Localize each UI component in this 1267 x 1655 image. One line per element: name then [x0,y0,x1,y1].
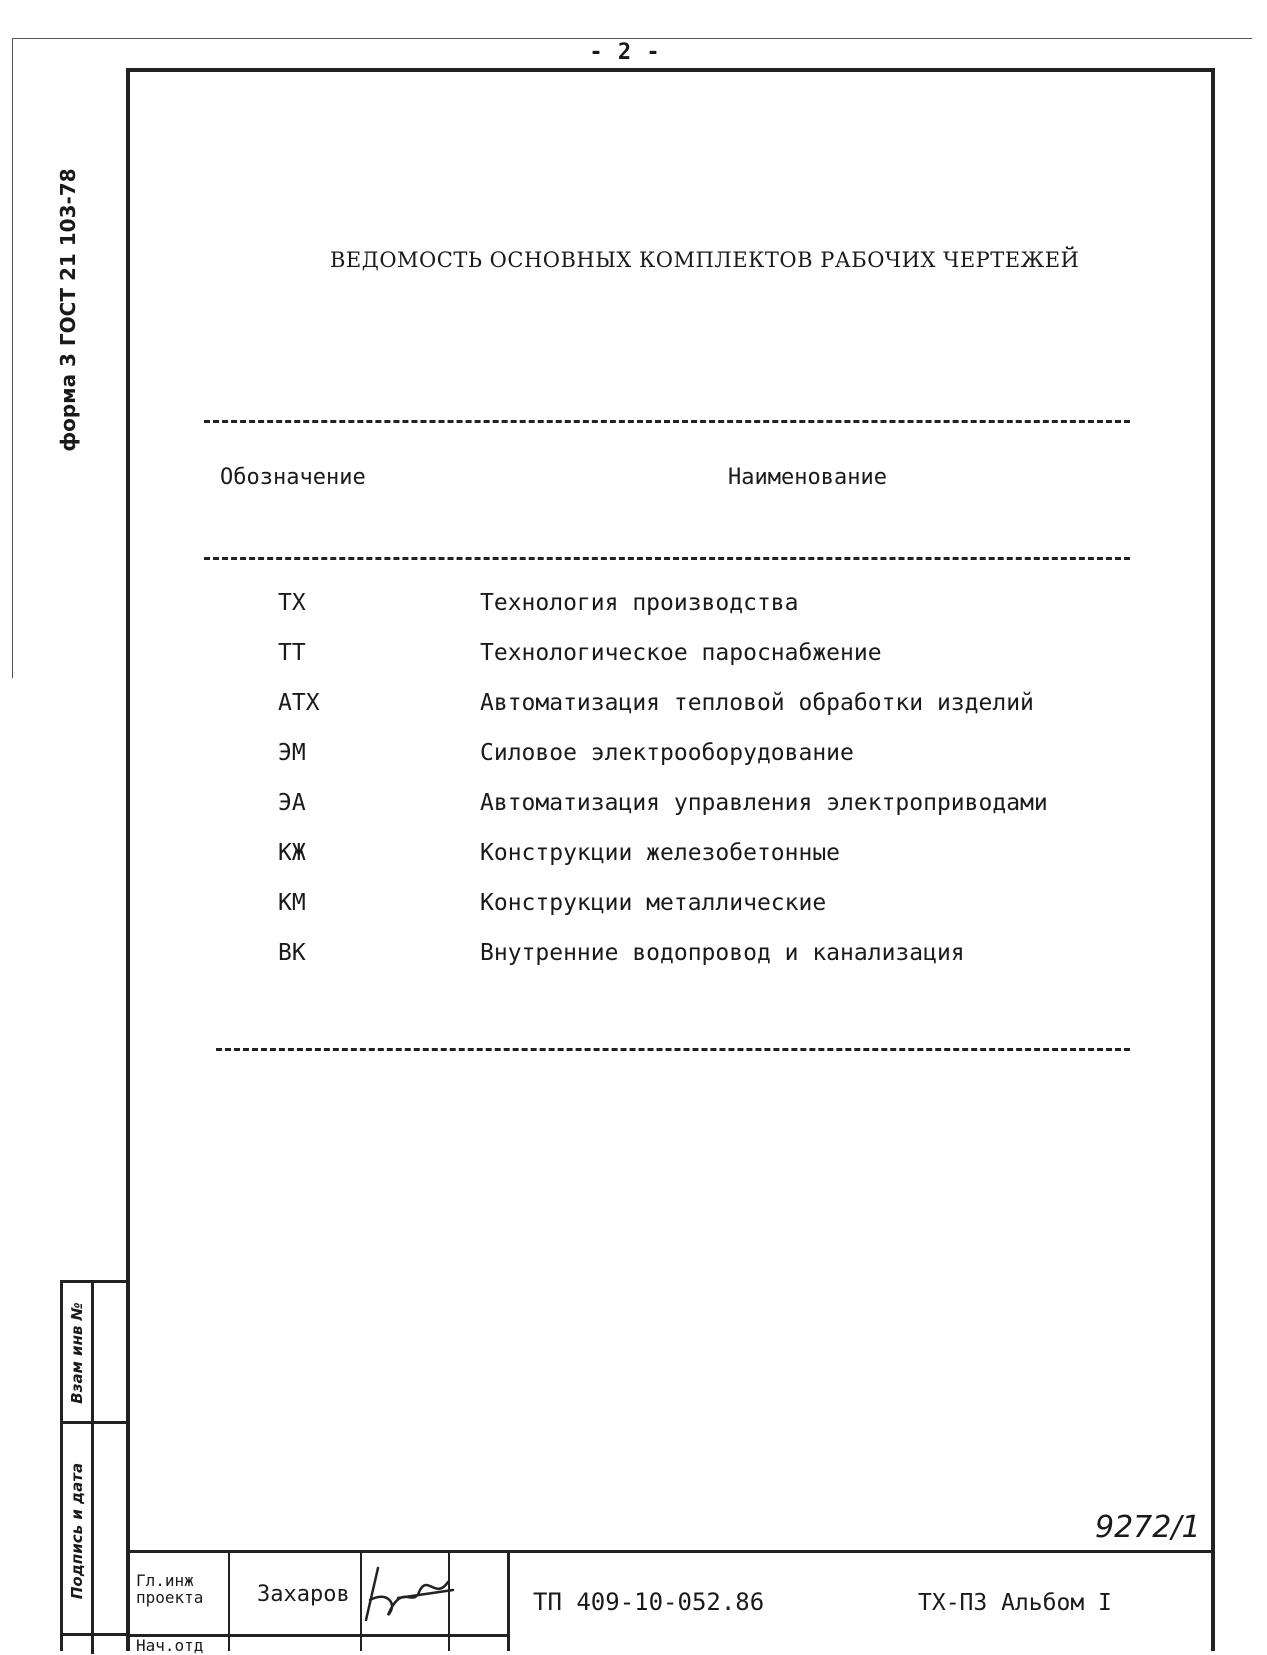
row-name: Технологическое пароснабжение [480,640,882,666]
row-name: Автоматизация тепловой обработки изделий [480,690,1034,716]
row-name: Технология производства [480,590,799,616]
row-name: Внутренние водопровод и канализация [480,940,965,966]
project-code: ТП 409-10-052.86 [533,1588,765,1616]
strip-label-replacement: Взам инв № [68,1302,86,1404]
column-header-name: Наименование [728,465,887,490]
strip-vline [91,1283,94,1654]
stamp-role-1 [136,1572,203,1606]
strip-divider [63,1421,126,1424]
stamp-role-2: Нач.отд [136,1636,204,1655]
form-note: форма 3 ГОСТ 21 103-78 [56,168,80,452]
stamp-col-line [228,1550,230,1651]
row-code: ЭМ [278,740,306,766]
row-code: ЭА [278,790,306,816]
row-code: ВК [278,940,306,966]
top-rule [12,38,1252,39]
signature-icon [358,1560,458,1630]
table-top-rule [204,420,1130,423]
row-name: Автоматизация управления электроприводами [480,790,1048,816]
stamp-name-1: Захаров [257,1582,350,1607]
row-code: АТХ [278,690,320,716]
table-bottom-rule [216,1048,1130,1051]
row-code: ТТ [278,640,306,666]
strip-divider [63,1633,126,1636]
column-header-code: Обозначение [220,465,366,490]
table-header-rule [204,557,1130,560]
archive-number: 9272/1 [1095,1510,1201,1545]
row-code: ТХ [278,590,306,616]
row-name: Конструкции металлические [480,890,827,916]
row-name: Силовое электрооборудование [480,740,854,766]
album-label: ТХ-ПЗ Альбом I [918,1590,1112,1616]
stamp-col-line [507,1550,510,1651]
side-strip [60,1280,126,1651]
stamp-role-1-line-1: Гл.инж [136,1571,194,1590]
document-title: ВЕДОМОСТЬ ОСНОВНЫХ КОМПЛЕКТОВ РАБОЧИХ ЧЕРТЕЖЕЙ [330,248,1080,272]
row-name: Конструкции железобетонные [480,840,841,866]
left-rule [12,38,13,678]
stamp-top-line [126,1550,1215,1553]
row-code: КЖ [278,840,306,866]
stamp-role-1-line-2: проекта [136,1588,204,1607]
page-number: - 2 - [589,40,661,65]
strip-label-signature: Подпись и дата [68,1462,86,1600]
row-code: КМ [278,890,306,916]
